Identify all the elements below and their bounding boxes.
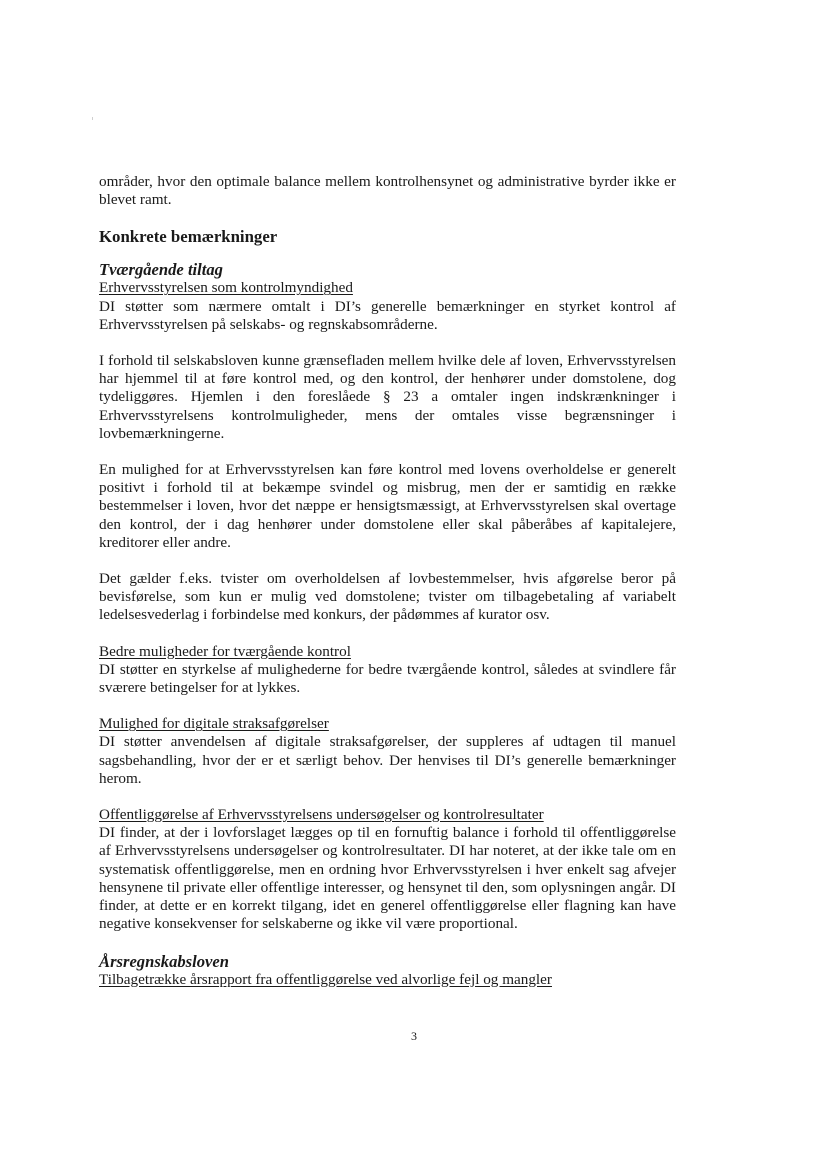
section1-title: Tværgående tiltag [99, 260, 223, 280]
sub1-paragraph-3: En mulighed for at Erhvervsstyrelsen kan føre kontrol med lovens overholdelse er generelt positivt i forhold til at bekæmpe svindel og misbrug, men der er samtidig en række bestemmelser i loven, hvor det næppe er hensigtsmæssigt, at Erhvervsstyrelsen skal overtage den kontrol, der i dag henhører under domstolene eller skal påberåbes af kapitalejere, kreditorer eller andre. [99, 461, 676, 551]
sub1-paragraph-4: Det gælder f.eks. tvister om overholdelsen af lovbestemmelser, hvis afgørelse beror på bevisførelse, som kun er mulig ved domstolene; tvister om tilbagebetaling af variabelt ledelsesvederlag i forbindelse med konkurs, der pådømmes af kurator osv. [99, 570, 676, 624]
sub4-title: Offentliggørelse af Erhvervsstyrelsens undersøgelser og kontrolresultater [99, 806, 544, 824]
sub1-title: Erhvervsstyrelsen som kontrolmyndighed [99, 279, 353, 297]
section2-sub1-title: Tilbagetrække årsrapport fra offentliggørelse ved alvorlige fejl og mangler [99, 970, 552, 988]
sub2-paragraph-1: DI støtter en styrkelse af mulighederne for bedre tværgående kontrol, således at svindlere får sværere betingelser for at lykkes. [99, 660, 676, 697]
intro-paragraph: områder, hvor den optimale balance mellem kontrolhensynet og administrative byrder ikke er blevet ramt. [99, 173, 676, 209]
page-number: 3 [411, 1029, 417, 1043]
section2-title: Årsregnskabsloven [99, 951, 230, 971]
sub2-title: Bedre muligheder for tværgående kontrol [99, 642, 351, 660]
page-body [99, 173, 676, 989]
sub3-title: Mulighed for digitale straksafgørelser [99, 715, 329, 733]
sub1-paragraph-2: I forhold til selskabsloven kunne grænsefladen mellem hvilke dele af loven, Erhvervsstyrelsen har hjemmel til at føre kontrol med, og den kontrol, der henhører under domstolene, dog tydeliggøres. Hjemlen i den foreslåede § 23 a omtaler ingen indskrænkninger i Erhvervsstyrelsens kontrolmuligheder, mens der omtales visse begrænsninger i lovbemærkningerne. [99, 352, 676, 442]
section-heading: Konkrete bemærkninger [99, 227, 278, 247]
sub3-paragraph-1: DI støtter anvendelsen af digitale straksafgørelser, der suppleres af udtagen til manuel sagsbehandling, hvor der er et særligt behov. Der henvises til DI’s generelle bemærkninger herom. [99, 733, 676, 787]
scan-speck [92, 117, 93, 120]
sub1-paragraph-1: DI støtter som nærmere omtalt i DI’s generelle bemærkninger en styrket kontrol af Erhvervsstyrelsen på selskabs- og regnskabsområderne. [99, 297, 676, 333]
sub4-paragraph-1: DI finder, at der i lovforslaget lægges op til en fornuftig balance i forhold til offentliggørelse af Erhvervsstyrelsens undersøgelser og kontrolresultater. DI har noteret, at der ikke tale om en systematisk offentliggørelse, men en ordning hvor Erhvervsstyrelsen i hver enkelt sag afvejer hensynene til private eller offentlige interesser, og hensynet til den, som oplysningen angår. DI finder, at dette er en korrekt tilgang, idet en generel offentliggørelse eller flagning kan have negative konsekvenser for selskaberne og ikke vil være proportional. [99, 824, 676, 933]
